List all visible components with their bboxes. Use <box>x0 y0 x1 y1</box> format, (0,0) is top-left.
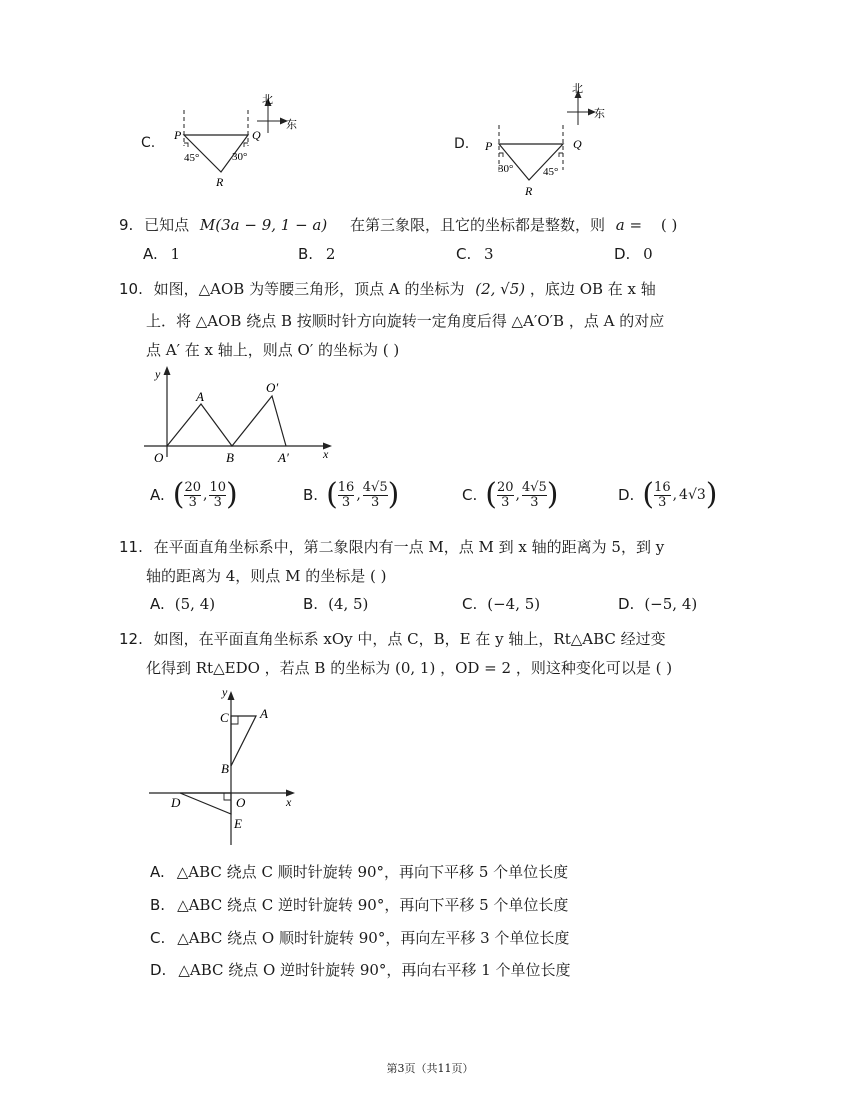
triangles-aob-apobp <box>167 396 286 446</box>
fraction: $\frac{16}{3}$ <box>337 479 355 510</box>
label-r: R <box>525 184 533 198</box>
q11-option-d[interactable] <box>618 597 697 612</box>
q12-option-d[interactable] <box>150 963 571 978</box>
label-e: E <box>234 816 242 831</box>
option-value: 3 <box>484 245 494 263</box>
q9-text-a: 已知点 <box>144 216 190 234</box>
north-label: 北 <box>262 94 273 106</box>
right-angle-c <box>231 716 238 724</box>
paren-left: ( <box>326 477 338 512</box>
q9-text-c: a = <box>615 216 643 234</box>
q10-number: 10. <box>119 280 143 298</box>
fraction: $\frac{20}{3}$ <box>496 479 514 510</box>
angle-q: 45° <box>543 166 559 178</box>
q11-line-1 <box>119 540 664 555</box>
label-y: y <box>222 685 228 699</box>
option-value: (−4, 5) <box>487 595 541 613</box>
label-b: B <box>221 761 229 776</box>
q8-option-c-figure <box>165 88 315 193</box>
q9-option-c[interactable] <box>456 247 494 262</box>
label-d: D <box>171 795 181 810</box>
option-letter: C. <box>462 486 478 504</box>
option-letter: A. <box>150 863 165 881</box>
option-letter: B. <box>303 595 319 613</box>
angle-mark-p <box>184 143 188 147</box>
fraction: $\frac{20}{3}$ <box>184 479 202 510</box>
q10-coord-a: (2, √5) <box>475 280 526 298</box>
option-text: △ABC 绕点 O 顺时针旋转 90°，再向左平移 3 个单位长度 <box>177 929 570 947</box>
option-letter: A. <box>143 245 158 263</box>
option-value: 0 <box>643 245 653 263</box>
q11-option-a[interactable] <box>150 597 215 612</box>
paren-right: ) <box>705 477 718 512</box>
label-q: Q <box>573 137 582 151</box>
paren-right: ) <box>226 477 238 512</box>
q9-option-d[interactable] <box>614 247 653 262</box>
triangle-abc <box>231 716 256 766</box>
paren-left: ( <box>642 477 655 512</box>
option-value: 1 <box>170 245 181 263</box>
option-letter: D. <box>618 486 635 504</box>
q12-line-1 <box>119 632 666 647</box>
paren-left: ( <box>172 477 185 512</box>
label-y: y <box>155 367 161 381</box>
label-q: Q <box>252 128 261 142</box>
label-b: B <box>226 450 234 465</box>
option-letter: C. <box>462 595 478 613</box>
q9-point-expr: M(3a − 9, 1 − a) <box>199 216 328 234</box>
q10-text-b: ，底边 OB 在 x 轴 <box>529 280 656 298</box>
fraction: $\frac{16}{3}$ <box>654 479 671 510</box>
angle-mark-p <box>499 153 503 157</box>
q9-option-a[interactable] <box>143 247 180 262</box>
q9-option-b[interactable] <box>298 247 335 262</box>
right-angle-o <box>224 793 231 800</box>
angle-mark-q <box>244 143 248 147</box>
q12-text-1: 如图，在平面直角坐标系 xOy 中，点 C，B，E 在 y 轴上，Rt△ABC 经过变 <box>153 630 666 648</box>
y-axis-arrow <box>164 366 171 375</box>
label-p: P <box>485 139 493 153</box>
label-x: x <box>286 795 292 809</box>
option-letter: B. <box>298 245 314 263</box>
option-letter: D. <box>618 595 635 613</box>
label-c: C <box>220 710 229 725</box>
q9-answer-paren: ( ) <box>660 216 678 234</box>
q10-line-3: 点 A′ 在 x 轴上，则点 O′ 的坐标为 ( ) <box>146 341 400 359</box>
option-letter: A. <box>150 595 165 613</box>
option-letter: C. <box>456 245 472 263</box>
angle-mark-q <box>559 153 563 157</box>
page-footer: 第3页（共11页） <box>386 1062 474 1075</box>
q10-option-d[interactable] <box>618 477 718 512</box>
q9-number: 9. <box>119 216 134 234</box>
q11-option-b[interactable] <box>303 597 368 612</box>
option-value: (5, 4) <box>174 595 216 613</box>
comma: , <box>203 487 208 503</box>
angle-q: 30° <box>232 151 248 163</box>
option-letter: D. <box>150 961 167 979</box>
option-letter: A. <box>150 486 165 504</box>
fraction: $\frac{10}{3}$ <box>209 479 227 510</box>
option-value: (4, 5) <box>328 595 369 613</box>
q9-text-b: 在第三象限，且它的坐标都是整数，则 <box>350 216 606 234</box>
option-letter: D. <box>614 245 631 263</box>
paren-right: ) <box>546 477 559 512</box>
label-r: R <box>216 175 224 189</box>
label-p: P <box>174 128 182 142</box>
paren-left: ( <box>485 477 497 512</box>
option-text: △ABC 绕点 C 逆时针旋转 90°，再向下平移 5 个单位长度 <box>177 896 569 914</box>
option-value: (−5, 4) <box>644 595 698 613</box>
q12-number: 12. <box>119 630 143 648</box>
q11-number: 11. <box>119 538 143 556</box>
q10-option-b[interactable] <box>303 477 400 512</box>
q12-option-c[interactable] <box>150 931 569 946</box>
q10-option-c[interactable] <box>462 477 559 512</box>
y-axis-arrow <box>228 691 235 700</box>
comma: , <box>356 487 361 503</box>
comma: , <box>515 487 520 503</box>
q8-option-d-letter: D. <box>454 136 470 152</box>
label-a-prime: A′ <box>278 450 289 465</box>
fraction: $\frac{4√5}{3}$ <box>362 479 388 510</box>
q10-text-a: 如图，△AOB 为等腰三角形，顶点 A 的坐标为 <box>153 280 465 298</box>
q9-stem <box>119 218 677 233</box>
q12-line-2: 化得到 Rt△EDO ，若点 B 的坐标为 (0, 1) ，OD = 2 ，则这种变化可以是 ( ) <box>146 659 673 677</box>
q10-figure <box>140 362 340 467</box>
q12-figure <box>145 680 305 850</box>
east-label: 东 <box>594 108 605 120</box>
option-letter: C. <box>150 929 166 947</box>
label-a: A <box>260 706 268 721</box>
q11-line-2: 轴的距离为 4，则点 M 的坐标是 ( ) <box>146 567 387 585</box>
option-letter: B. <box>303 486 319 504</box>
paren-right: ) <box>387 477 400 512</box>
label-o: O <box>236 795 246 810</box>
q12-option-a[interactable] <box>150 865 568 880</box>
label-o-prime: O′ <box>266 380 279 395</box>
label-x: x <box>323 447 329 461</box>
q11-option-c[interactable] <box>462 597 540 612</box>
label-a: A <box>196 389 204 404</box>
comma: , <box>672 487 678 503</box>
q8-option-c-letter: C. <box>141 135 156 151</box>
q11-text-1: 在平面直角坐标系中，第二象限内有一点 M，点 M 到 x 轴的距离为 5，到 y <box>153 538 665 556</box>
q12-option-b[interactable] <box>150 898 568 913</box>
east-label: 东 <box>286 119 297 131</box>
fraction: $\frac{4√5}{3}$ <box>521 479 547 510</box>
label-o: O <box>154 450 164 465</box>
q8-option-d-figure <box>480 80 630 200</box>
north-label: 北 <box>572 83 583 95</box>
angle-p: 45° <box>184 152 200 164</box>
option-letter: B. <box>150 896 166 914</box>
option-value: 2 <box>325 245 336 263</box>
option-text: △ABC 绕点 O 逆时针旋转 90°，再向右平移 1 个单位长度 <box>178 961 571 979</box>
angle-p: 30° <box>498 163 514 175</box>
option-text: △ABC 绕点 C 顺时针旋转 90°，再向下平移 5 个单位长度 <box>176 863 569 881</box>
triangle-edo <box>180 793 231 814</box>
q10-line-1 <box>119 282 656 297</box>
q10-line-2: 上．将 △AOB 绕点 B 按顺时针方向旋转一定角度后得 △A′O′B ，点 A 的对应 <box>146 312 665 330</box>
q10-option-a[interactable] <box>150 477 238 512</box>
option-tail: 4√3 <box>679 487 706 503</box>
